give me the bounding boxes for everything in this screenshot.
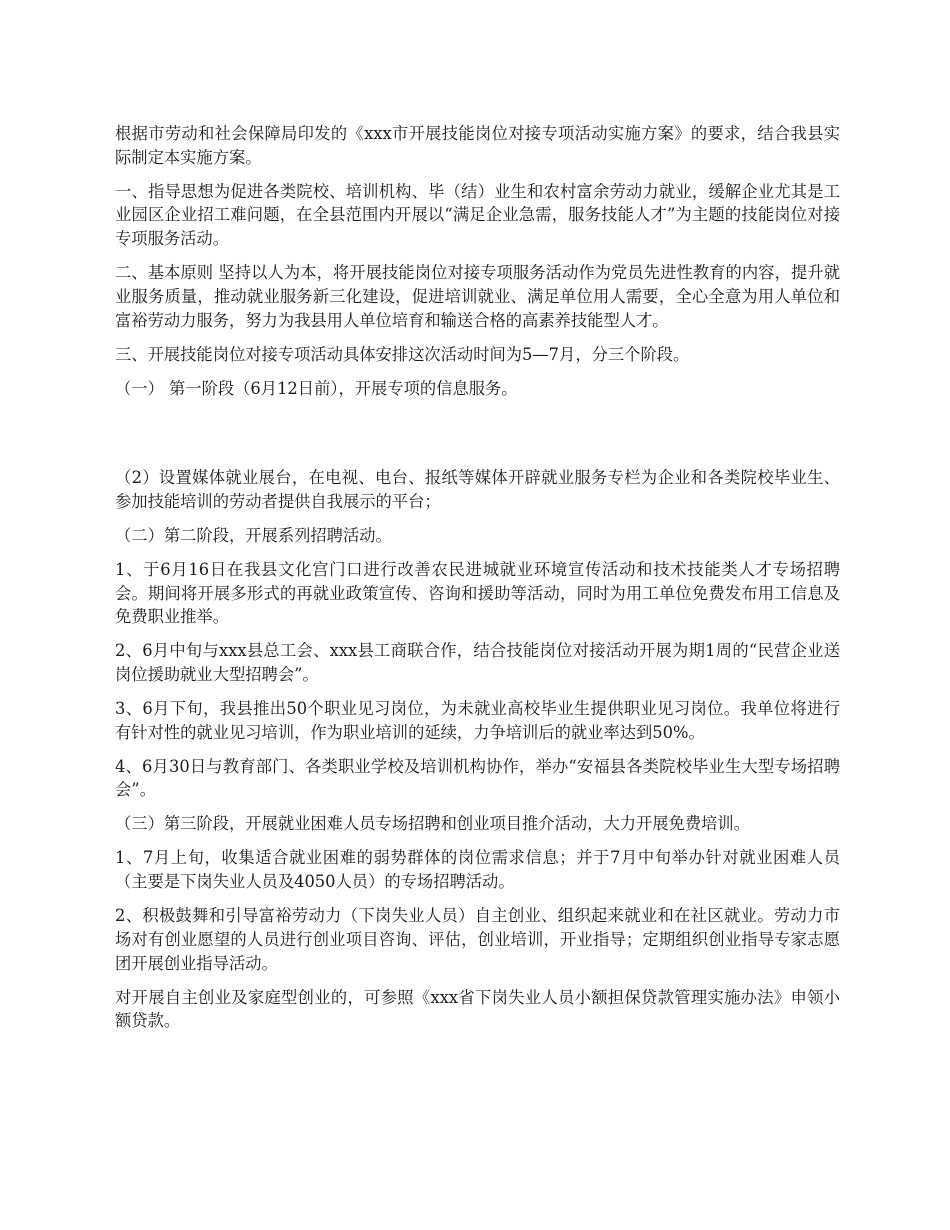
document-body bbox=[115, 122, 840, 1043]
paragraph-item-4: 4、6月30日与教育部门、各类职业学校及培训机构协作，举办“安福县各类院校毕业生大型专场招聘会”。 bbox=[115, 756, 840, 800]
paragraph-phase-one: （一） 第一阶段（6月12日前），开展专项的信息服务。 bbox=[115, 378, 518, 398]
paragraph-phase-three-item-1: 1、7月上旬，收集适合就业困难的弱势群体的岗位需求信息；并于7月中旬举办针对就业困难人员（主要是下岗失业人员及4050人员）的专场招聘活动。 bbox=[115, 848, 840, 892]
paragraph-phase-two: （二）第二阶段，开展系列招聘活动。 bbox=[115, 525, 392, 545]
paragraph-basic-principle: 二、基本原则 坚持以人为本，将开展技能岗位对接专项服务活动作为党员先进性教育的内容，提升就业服务质量，推动就业服务新三化建设，促进培训就业、满足单位用人需要，全心全意为用人单位和富裕劳动力服务，努力为我县用人单位培育和输送合格的高素养技能型人才。 bbox=[115, 263, 840, 330]
paragraph-item-1: 1、于6月16日在我县文化宫门口进行改善农民进城就业环境宣传活动和技术技能类人才专场招聘会。期间将开展多形式的再就业政策宣传、咨询和援助等活动，同时为用工单位免费发布用工信息及免费职业推举。 bbox=[115, 559, 840, 627]
paragraph-item-3: 3、6月下旬，我县推出50个职业见习岗位，为未就业高校毕业生提供职业见习岗位。我单位将进行有针对性的就业见习培训，作为职业培训的延续，力争培训后的就业率达到50%。 bbox=[115, 699, 840, 742]
paragraph-guiding-ideology: 一、指导思想为促进各类院校、培训机构、毕（结）业生和农村富余劳动力就业，缓解企业尤其是工业园区企业招工难问题，在全县范围内开展以“满足企业急需，服务技能人才”为主题的技能岗位对接专项服务活动。 bbox=[115, 181, 840, 249]
paragraph-small-loan: 对开展自主创业及家庭型创业的，可参照《xxx省下岗失业人员小额担保贷款管理实施办法》申领小额贷款。 bbox=[115, 987, 840, 1031]
paragraph-media-booth: （2）设置媒体就业展台，在电视、电台、报纸等媒体开辟就业服务专栏为企业和各类院校毕业生、参加技能培训的劳动者提供自我展示的平台； bbox=[115, 468, 840, 511]
paragraph-item-2: 2、6月中旬与xxx县总工会、xxx县工商联合作，结合技能岗位对接活动开展为期1周的“民营企业送岗位援助就业大型招聘会”。 bbox=[115, 641, 840, 685]
paragraph-schedule: 三、开展技能岗位对接专项活动具体安排这次活动时间为5—7月，分三个阶段。 bbox=[115, 344, 690, 364]
paragraph-intro: 根据市劳动和社会保障局印发的《xxx市开展技能岗位对接专项活动实施方案》的要求，结合我县实际制定本实施方案。 bbox=[115, 124, 840, 167]
paragraph-phase-three: （三）第三阶段，开展就业困难人员专场招聘和创业项目推介活动，大力开展免费培训。 bbox=[115, 814, 750, 834]
paragraph-phase-three-item-2: 2、积极鼓舞和引导富裕劳动力（下岗失业人员）自主创业、组织起来就业和在社区就业。劳动力市场对有创业愿望的人员进行创业项目咨询、评估，创业培训，开业指导；定期组织创业指导专家志愿团开展创业指导活动。 bbox=[115, 906, 840, 973]
